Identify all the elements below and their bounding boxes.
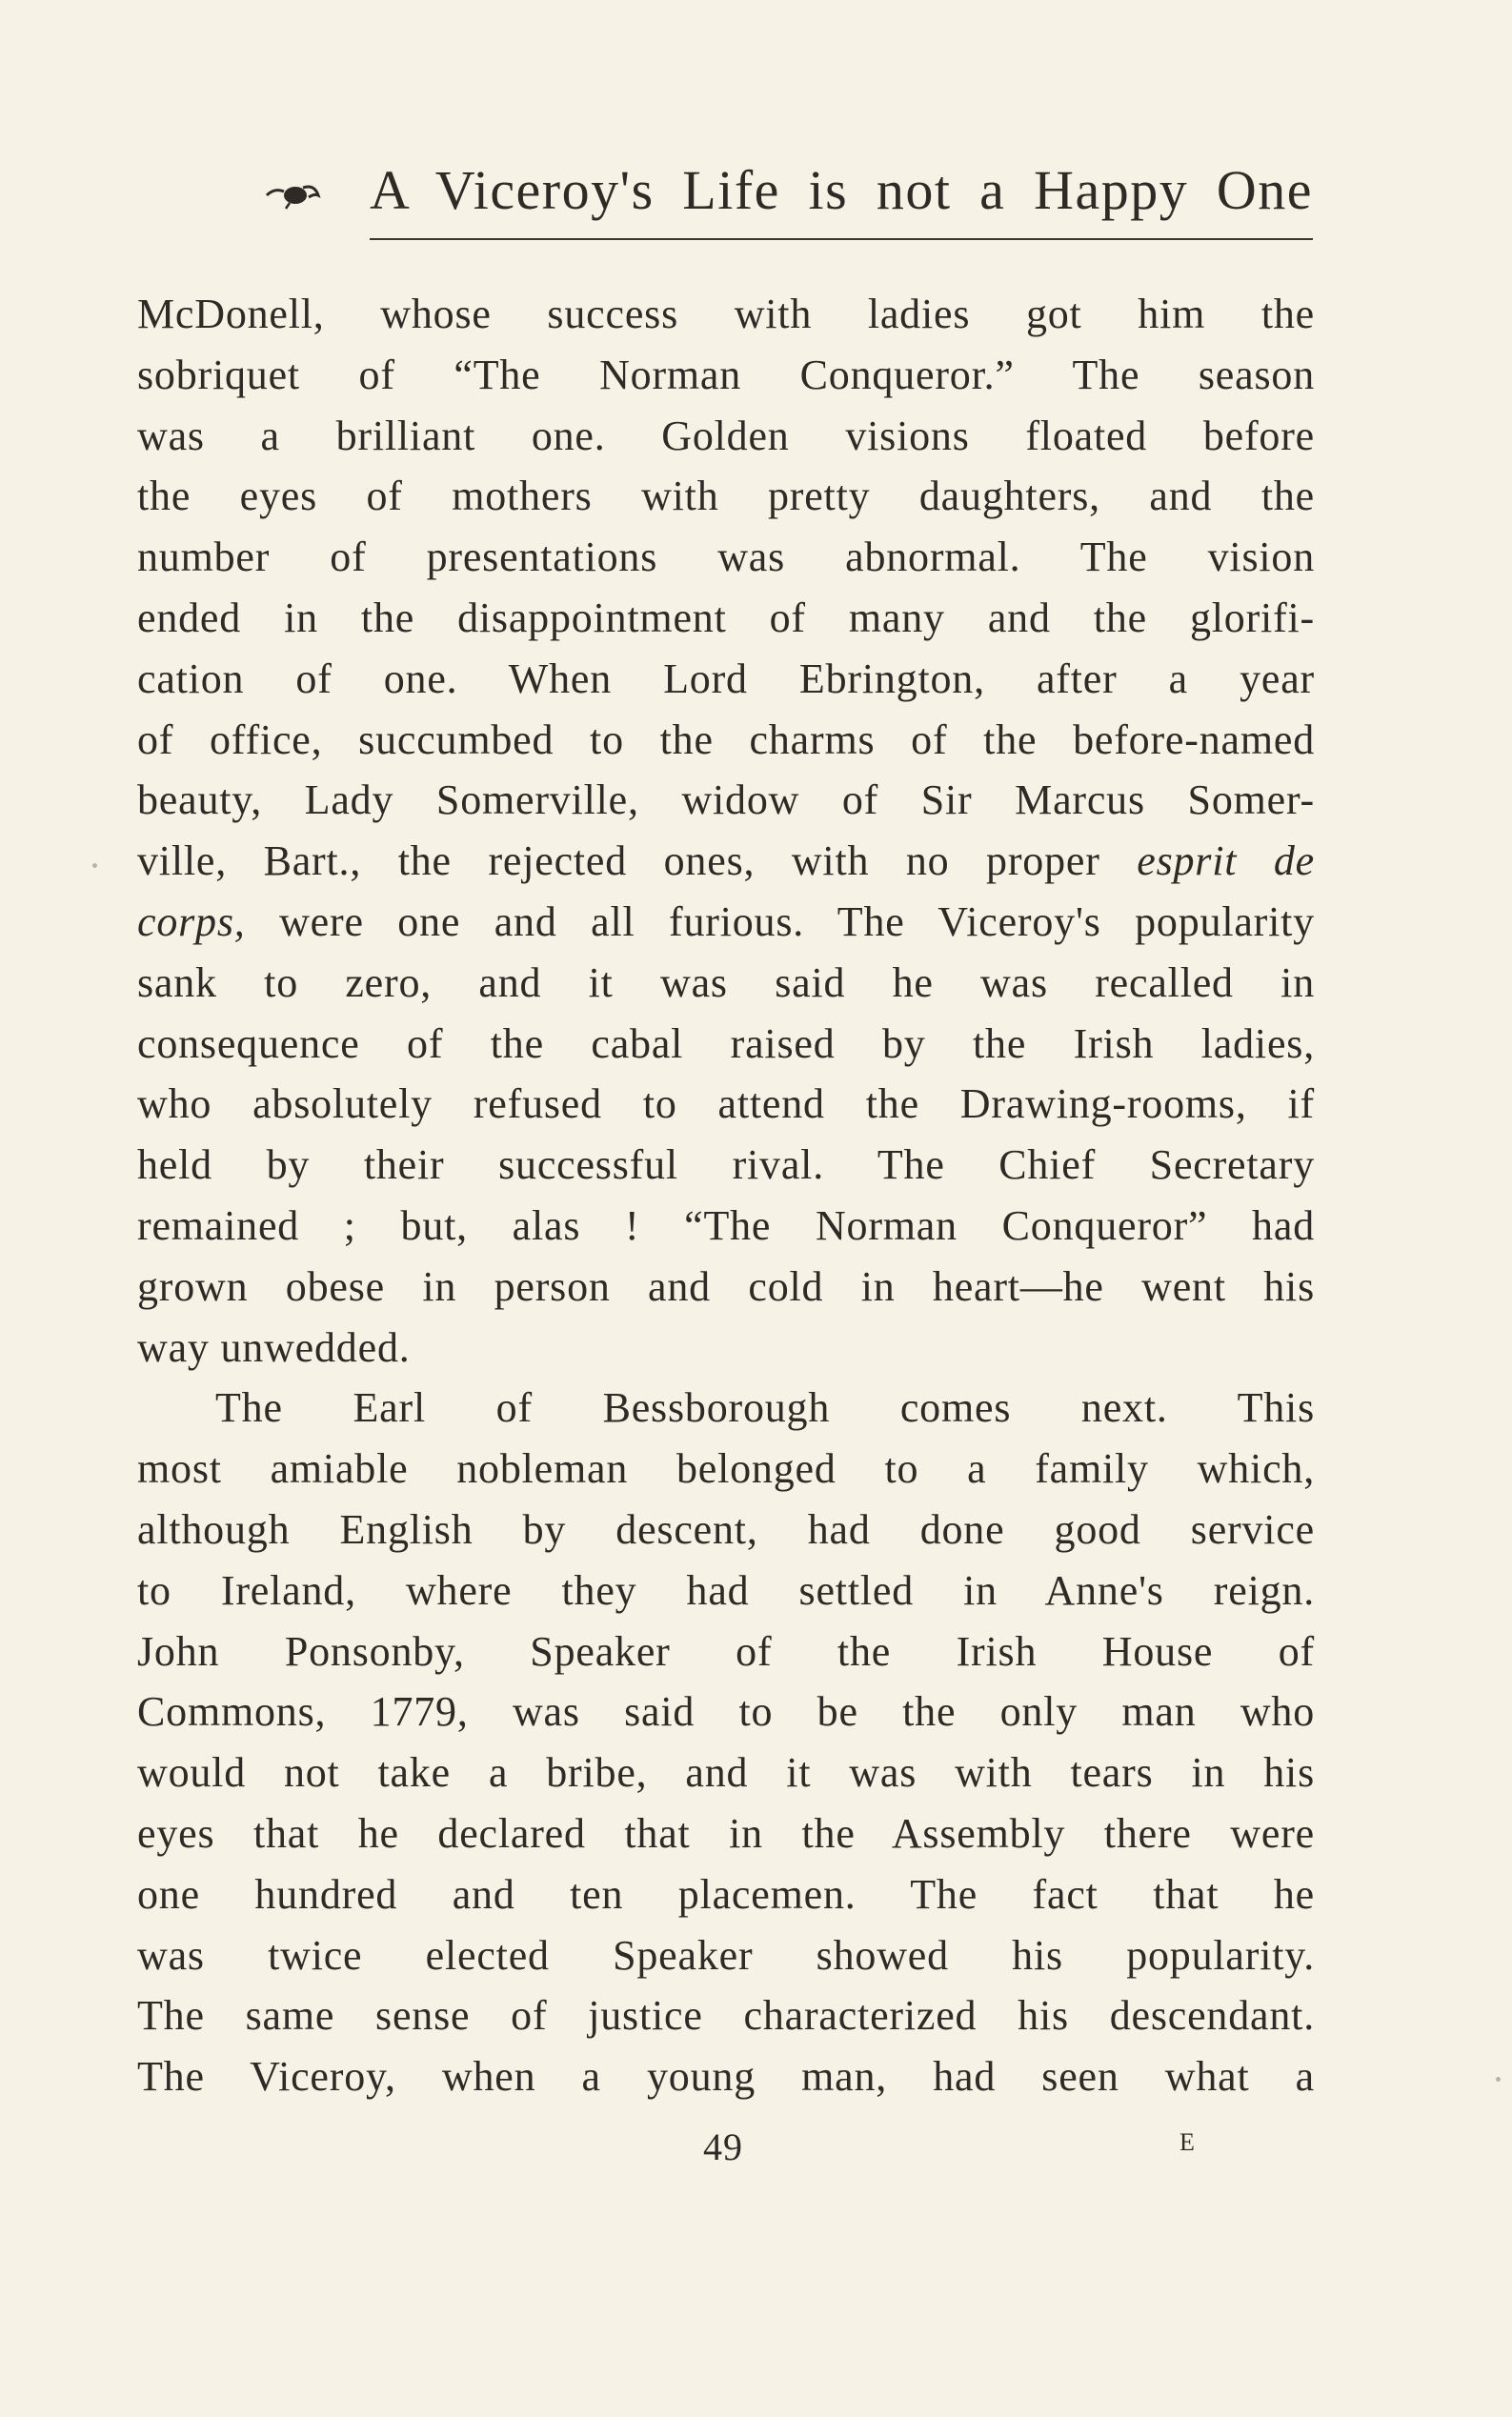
text-line: consequence of the cabal raised by the Irish ladies, xyxy=(137,1019,1315,1067)
text-line: The Earl of Bessborough comes next. This xyxy=(215,1384,1315,1432)
text-line: beauty, Lady Somerville, widow of Sir Marcus Somer- xyxy=(137,776,1315,824)
text-line: cation of one. When Lord Ebrington, after a year xyxy=(137,655,1315,702)
text-line xyxy=(137,831,1315,892)
text-line: was a brilliant one. Golden visions floated before xyxy=(137,412,1315,459)
text-line: held by their successful rival. The Chief Secretary xyxy=(137,1141,1315,1189)
text-line xyxy=(137,892,1315,953)
text-line: ended in the disappointment of many and the glorifi- xyxy=(137,594,1315,641)
text-line: grown obese in person and cold in heart—he went his xyxy=(137,1262,1315,1310)
text-line: John Ponsonby, Speaker of the Irish House of xyxy=(137,1627,1315,1675)
page-title: A Viceroy's Life is not a Happy One xyxy=(370,159,1313,221)
margin-speck xyxy=(92,863,97,868)
text-line: McDonell, whose success with ladies got him the xyxy=(137,291,1315,337)
text-line: way unwedded. xyxy=(137,1323,411,1371)
text-line: number of presentations was abnormal. The vision xyxy=(137,534,1315,581)
text-line: of office, succumbed to the charms of the before-named xyxy=(137,715,1315,763)
signature-mark: E xyxy=(1179,2128,1196,2156)
text-line: the eyes of mothers with pretty daughters, and the xyxy=(137,473,1315,520)
text-line: to Ireland, where they had settled in Anne's reign. xyxy=(137,1566,1315,1614)
text-line: one hundred and ten placemen. The fact that he xyxy=(137,1870,1315,1918)
page-number: 49 xyxy=(703,2125,743,2168)
italic-phrase: corps, xyxy=(137,897,246,945)
text-line: remained ; but, alas ! “The Norman Conqueror” had xyxy=(137,1201,1315,1249)
text-line: The Viceroy, when a young man, had seen what a xyxy=(137,2053,1315,2101)
text-run: ville, Bart., the rejected ones, with no proper xyxy=(137,837,1138,885)
text-line: sank to zero, and it was said he was recalled in xyxy=(137,958,1315,1006)
text-line: was twice elected Speaker showed his popularity. xyxy=(137,1931,1315,1979)
text-line: sobriquet of “The Norman Conqueror.” The season xyxy=(137,351,1315,398)
italic-phrase: esprit de xyxy=(1137,837,1315,885)
text-line: The same sense of justice characterized his descendant. xyxy=(137,1992,1315,2040)
body-text xyxy=(137,284,1315,2107)
text-line: Commons, 1779, was said to be the only man who xyxy=(137,1688,1315,1736)
text-line: most amiable nobleman belonged to a family which, xyxy=(137,1445,1315,1493)
text-line: would not take a bribe, and it was with tears in his xyxy=(137,1749,1315,1797)
text-line: eyes that he declared that in the Assembly there were xyxy=(137,1809,1315,1857)
text-line: although English by descent, had done good service xyxy=(137,1505,1315,1553)
margin-speck xyxy=(1496,2077,1501,2082)
text-line: who absolutely refused to attend the Drawing-rooms, if xyxy=(137,1080,1315,1128)
hand-pointer-icon xyxy=(265,174,322,212)
running-header xyxy=(370,148,1313,240)
text-run: were one and all furious. The Viceroy's popularity xyxy=(245,897,1315,945)
